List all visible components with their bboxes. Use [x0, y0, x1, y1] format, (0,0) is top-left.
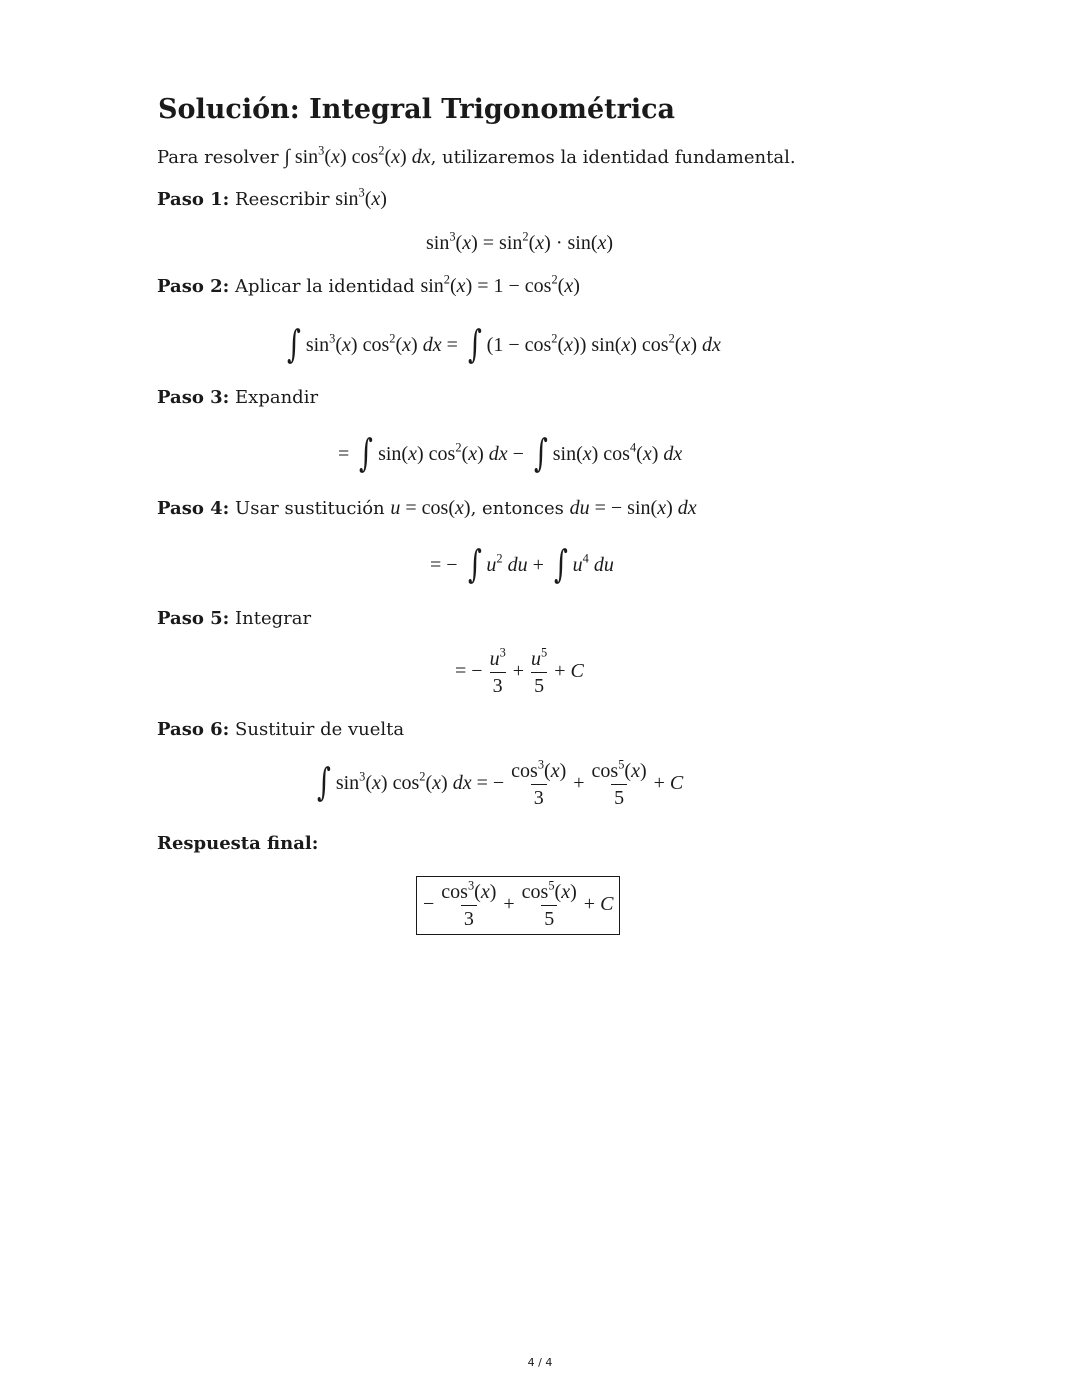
step-4-text: Usar sustitución [235, 498, 385, 519]
step-3-text: Expandir [235, 387, 319, 408]
intro-line [157, 143, 796, 169]
fraction: $\frac{\cos^5(x)}{5}$ [521, 878, 577, 930]
intro-text-after: , utilizaremos la identidad fundamental. [430, 147, 796, 168]
step-5-label: Paso 5: [157, 608, 230, 629]
page-number: 4 / 4 [527, 1356, 553, 1369]
fraction: $\frac{\cos^3(x)}{3}$ [511, 757, 567, 809]
step-2-equation: ∫ $\sin^3(x)$ $\cos^2(x)$ dx = ∫ $(1 - \cos^2(x))$ sin(x) $\cos^2(x)$ dx [286, 322, 721, 366]
fraction: $\frac{\cos^3(x)}{3}$ [441, 878, 497, 930]
step-3-label: Paso 3: [157, 387, 230, 408]
fraction: $\frac{u^5}{5}$ [531, 645, 548, 697]
fraction: $\frac{u^3}{3}$ [489, 645, 506, 697]
step-6-text: Sustituir de vuelta [235, 719, 405, 740]
step-3-equation: = ∫ sin(x) $\cos^2(x)$ dx − ∫ sin(x) $\cos^4(x)$ dx [338, 431, 683, 475]
step-1-inline-math: $\sin^3(x)$ [335, 185, 387, 210]
integral-sign: ∫ [316, 760, 331, 805]
step-1-text: Reescribir [235, 189, 330, 210]
step-4-heading [157, 497, 697, 520]
fraction: $\frac{\cos^5(x)}{5}$ [591, 757, 647, 809]
integral-sign: ∫ [467, 542, 482, 586]
page-title: Solución: Integral Trigonométrica [158, 94, 676, 125]
intro-integral-math: ∫ $\sin^3(x)$ $\cos^2(x)$ dx [284, 143, 431, 168]
step-2-inline-math: $\sin^2(x) = 1 - \cos^2(x)$ [420, 272, 580, 297]
step-4-substitution-math: u = cos(x) [390, 497, 471, 519]
step-4-label: Paso 4: [157, 498, 230, 519]
integral-sign: ∫ [286, 322, 301, 366]
final-answer-label: Respuesta final: [157, 833, 319, 854]
step-5-text: Integrar [235, 608, 312, 629]
intro-text-before: Para resolver [157, 147, 279, 168]
step-1-heading [157, 185, 387, 211]
step-3-heading [157, 387, 318, 408]
final-answer-box [416, 876, 620, 935]
integral-sign: ∫ [359, 431, 374, 475]
integral-sign: ∫ [467, 322, 482, 366]
step-6-label: Paso 6: [157, 719, 230, 740]
integral-sign: ∫ [533, 431, 548, 475]
step-4-differential-math: du = − sin(x) dx [569, 497, 697, 519]
step-6-heading [157, 719, 404, 740]
step-2-heading [157, 272, 580, 298]
step-1-equation: $\sin^3(x) = \sin^2(x) \cdot \sin(x)$ [426, 229, 614, 254]
step-5-heading [157, 608, 311, 629]
step-4-equation: = − ∫ $u^2$ du + ∫ $u^4$ du [430, 542, 614, 586]
step-5-equation: = − $\frac{u^3}{3}$ + $\frac{u^5}{5}$ + C [455, 645, 584, 697]
step-1-label: Paso 1: [157, 189, 230, 210]
step-6-equation: ∫ $\sin^3(x)$ $\cos^2(x)$ dx = − $\frac{\cos^3(x)}{3}$ + $\frac{\cos^5(x)}{5}$ + C [316, 757, 684, 809]
step-2-label: Paso 2: [157, 276, 230, 297]
step-4-mid-text: , entonces [470, 498, 564, 519]
integral-sign: ∫ [553, 542, 568, 586]
boxed-answer: − $\frac{\cos^3(x)}{3}$ + $\frac{\cos^5(x)}{5}$ + C [416, 876, 620, 935]
step-2-text: Aplicar la identidad [235, 276, 415, 297]
